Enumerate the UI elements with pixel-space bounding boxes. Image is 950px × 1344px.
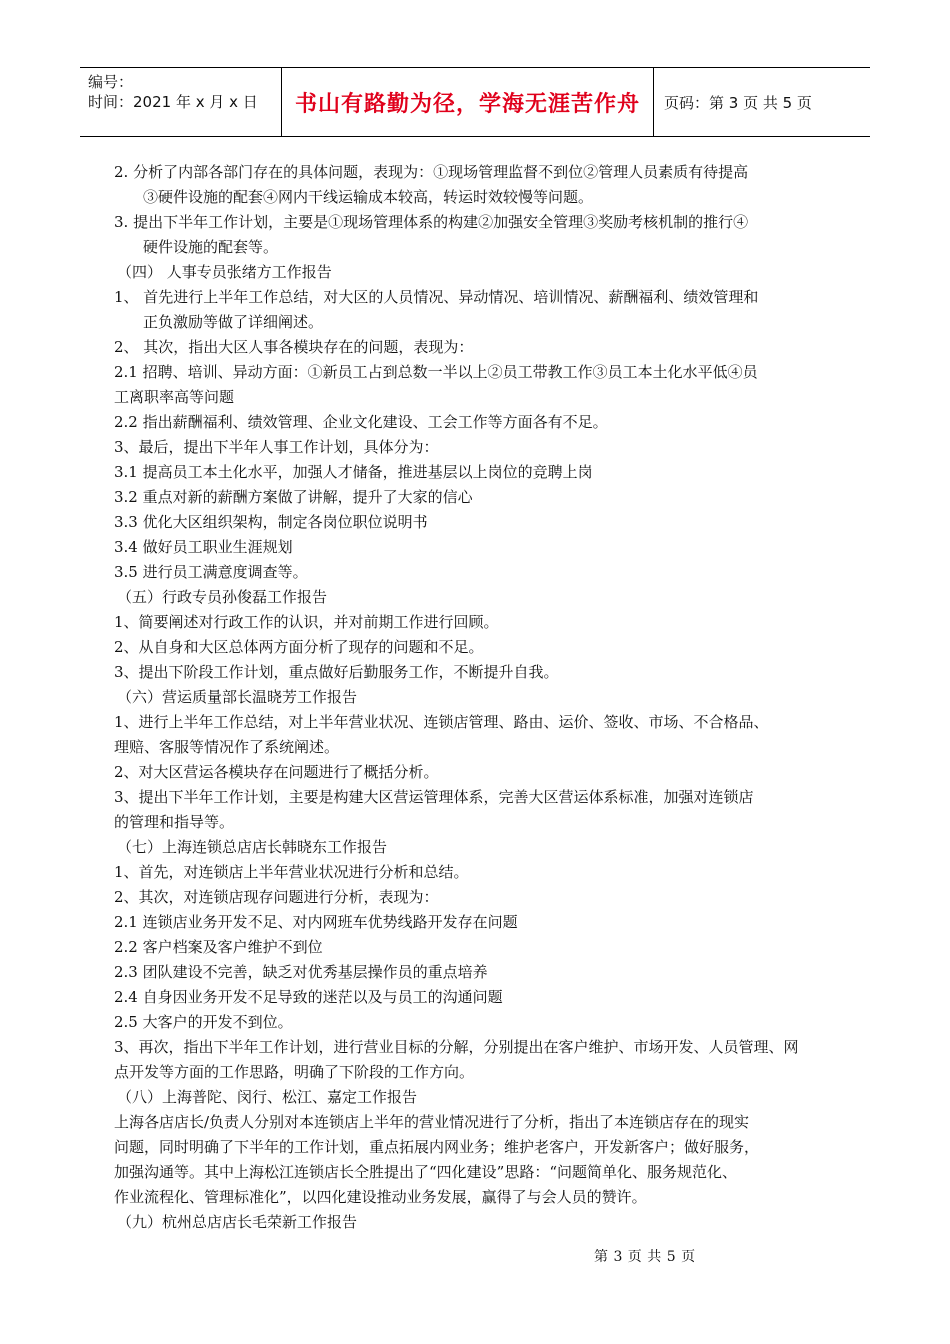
body-line: ③硬件设施的配套④网内干线运输成本较高，转运时效较慢等问题。 <box>143 188 594 206</box>
body-line: 点开发等方面的工作思路，明确了下阶段的工作方向。 <box>114 1063 475 1081</box>
header-meta <box>80 68 282 136</box>
body-line: 1、简要阐述对行政工作的认识，并对前期工作进行回顾。 <box>114 613 499 631</box>
document-number-label: 编号： <box>88 73 134 91</box>
body-line: 作业流程化、管理标准化”，以四化建设推动业务发展，赢得了与会人员的赞许。 <box>114 1188 647 1206</box>
section-heading: （六）营运质量部长温晓芳工作报告 <box>117 688 358 706</box>
section-heading: （九）杭州总店店长毛荣新工作报告 <box>117 1213 358 1231</box>
body-line: 2、对大区营运各模块存在问题进行了概括分析。 <box>114 763 439 781</box>
body-line: 1、首先，对连锁店上半年营业状况进行分析和总结。 <box>114 863 469 881</box>
body-line: 2.1 招聘、培训、异动方面：①新员工占到总数一半以上②员工带教工作③员工本土化水平低④员 <box>114 363 758 381</box>
body-line: 3、再次，指出下半年工作计划，进行营业目标的分解，分别提出在客户维护、市场开发、人员管理、网 <box>114 1038 799 1056</box>
body-line: 上海各店店长/负责人分别对本连锁店上半年的营业情况进行了分析，指出了本连锁店存在的现实 <box>114 1113 750 1131</box>
body-line: 2.5 大客户的开发不到位。 <box>114 1013 293 1031</box>
header-slogan: 书山有路勤为径，学海无涯苦作舟 <box>282 68 654 136</box>
body-line: 1、进行上半年工作总结，对上半年营业状况、连锁店管理、路由、运价、签收、市场、不合格品、 <box>114 713 769 731</box>
body-line: 2、 其次，指出大区人事各模块存在的问题，表现为： <box>114 338 474 356</box>
body-line: 理赔、客服等情况作了系统阐述。 <box>114 738 340 756</box>
body-line: 的管理和指导等。 <box>114 813 235 831</box>
section-heading: （五）行政专员孙俊磊工作报告 <box>117 588 328 606</box>
body-line: 3.2 重点对新的薪酬方案做了讲解，提升了大家的信心 <box>114 488 473 506</box>
body-line: 2.2 指出薪酬福利、绩效管理、企业文化建设、工会工作等方面各有不足。 <box>114 413 608 431</box>
section-heading: （八）上海普陀、闵行、松江、嘉定工作报告 <box>117 1088 418 1106</box>
page-footer: 第 3 页 共 5 页 <box>594 1249 696 1265</box>
body-line: 3.1 提高员工本土化水平，加强人才储备，推进基层以上岗位的竞聘上岗 <box>114 463 593 481</box>
body-line: 3. 提出下半年工作计划，主要是①现场管理体系的构建②加强安全管理③奖励考核机制的推行④ <box>114 213 749 231</box>
body-line: 3.5 进行员工满意度调查等。 <box>114 563 308 581</box>
section-heading: （七）上海连锁总店店长韩晓东工作报告 <box>117 838 388 856</box>
body-line: 2. 分析了内部各部门存在的具体问题，表现为：①现场管理监督不到位②管理人员素质有待提高 <box>114 163 749 181</box>
body-line: 工离职率高等问题 <box>114 388 235 406</box>
body-line: 2、其次，对连锁店现存问题进行分析，表现为： <box>114 888 439 906</box>
body-line: 问题，同时明确了下半年的工作计划，重点拓展内网业务；维护老客户，开发新客户；做好服务， <box>114 1138 760 1156</box>
document-body <box>114 160 844 1235</box>
body-line: 2.1 连锁店业务开发不足、对内网班车优势线路开发存在问题 <box>114 913 518 931</box>
body-line: 3.4 做好员工职业生涯规划 <box>114 538 293 556</box>
page-header <box>80 67 870 137</box>
body-line: 2、从自身和大区总体两方面分析了现存的问题和不足。 <box>114 638 484 656</box>
body-line: 加强沟通等。其中上海松江连锁店长仝胜提出了“四化建设”思路：“问题简单化、服务规范化、 <box>114 1163 738 1181</box>
body-line: 3、提出下半年工作计划，主要是构建大区营运管理体系，完善大区营运体系标准，加强对连锁店 <box>114 788 754 806</box>
document-date: 时间：2021 年 x 月 x 日 <box>88 93 258 111</box>
body-line: 3、最后，提出下半年人事工作计划，具体分为： <box>114 438 439 456</box>
body-line: 正负激励等做了详细阐述。 <box>143 313 324 331</box>
body-line: 2.3 团队建设不完善，缺乏对优秀基层操作员的重点培养 <box>114 963 488 981</box>
header-page-info: 页码：第 3 页 共 5 页 <box>664 93 812 112</box>
body-line: 2.2 客户档案及客户维护不到位 <box>114 938 323 956</box>
section-heading: （四） 人事专员张绪方工作报告 <box>117 263 332 281</box>
body-line: 硬件设施的配套等。 <box>143 238 279 256</box>
body-line: 2.4 自身因业务开发不足导致的迷茫以及与员工的沟通问题 <box>114 988 503 1006</box>
body-line: 3.3 优化大区组织架构，制定各岗位职位说明书 <box>114 513 428 531</box>
body-line: 1、 首先进行上半年工作总结，对大区的人员情况、异动情况、培训情况、薪酬福利、绩效管理和 <box>114 288 759 306</box>
body-line: 3、提出下阶段工作计划，重点做好后勤服务工作，不断提升自我。 <box>114 663 559 681</box>
